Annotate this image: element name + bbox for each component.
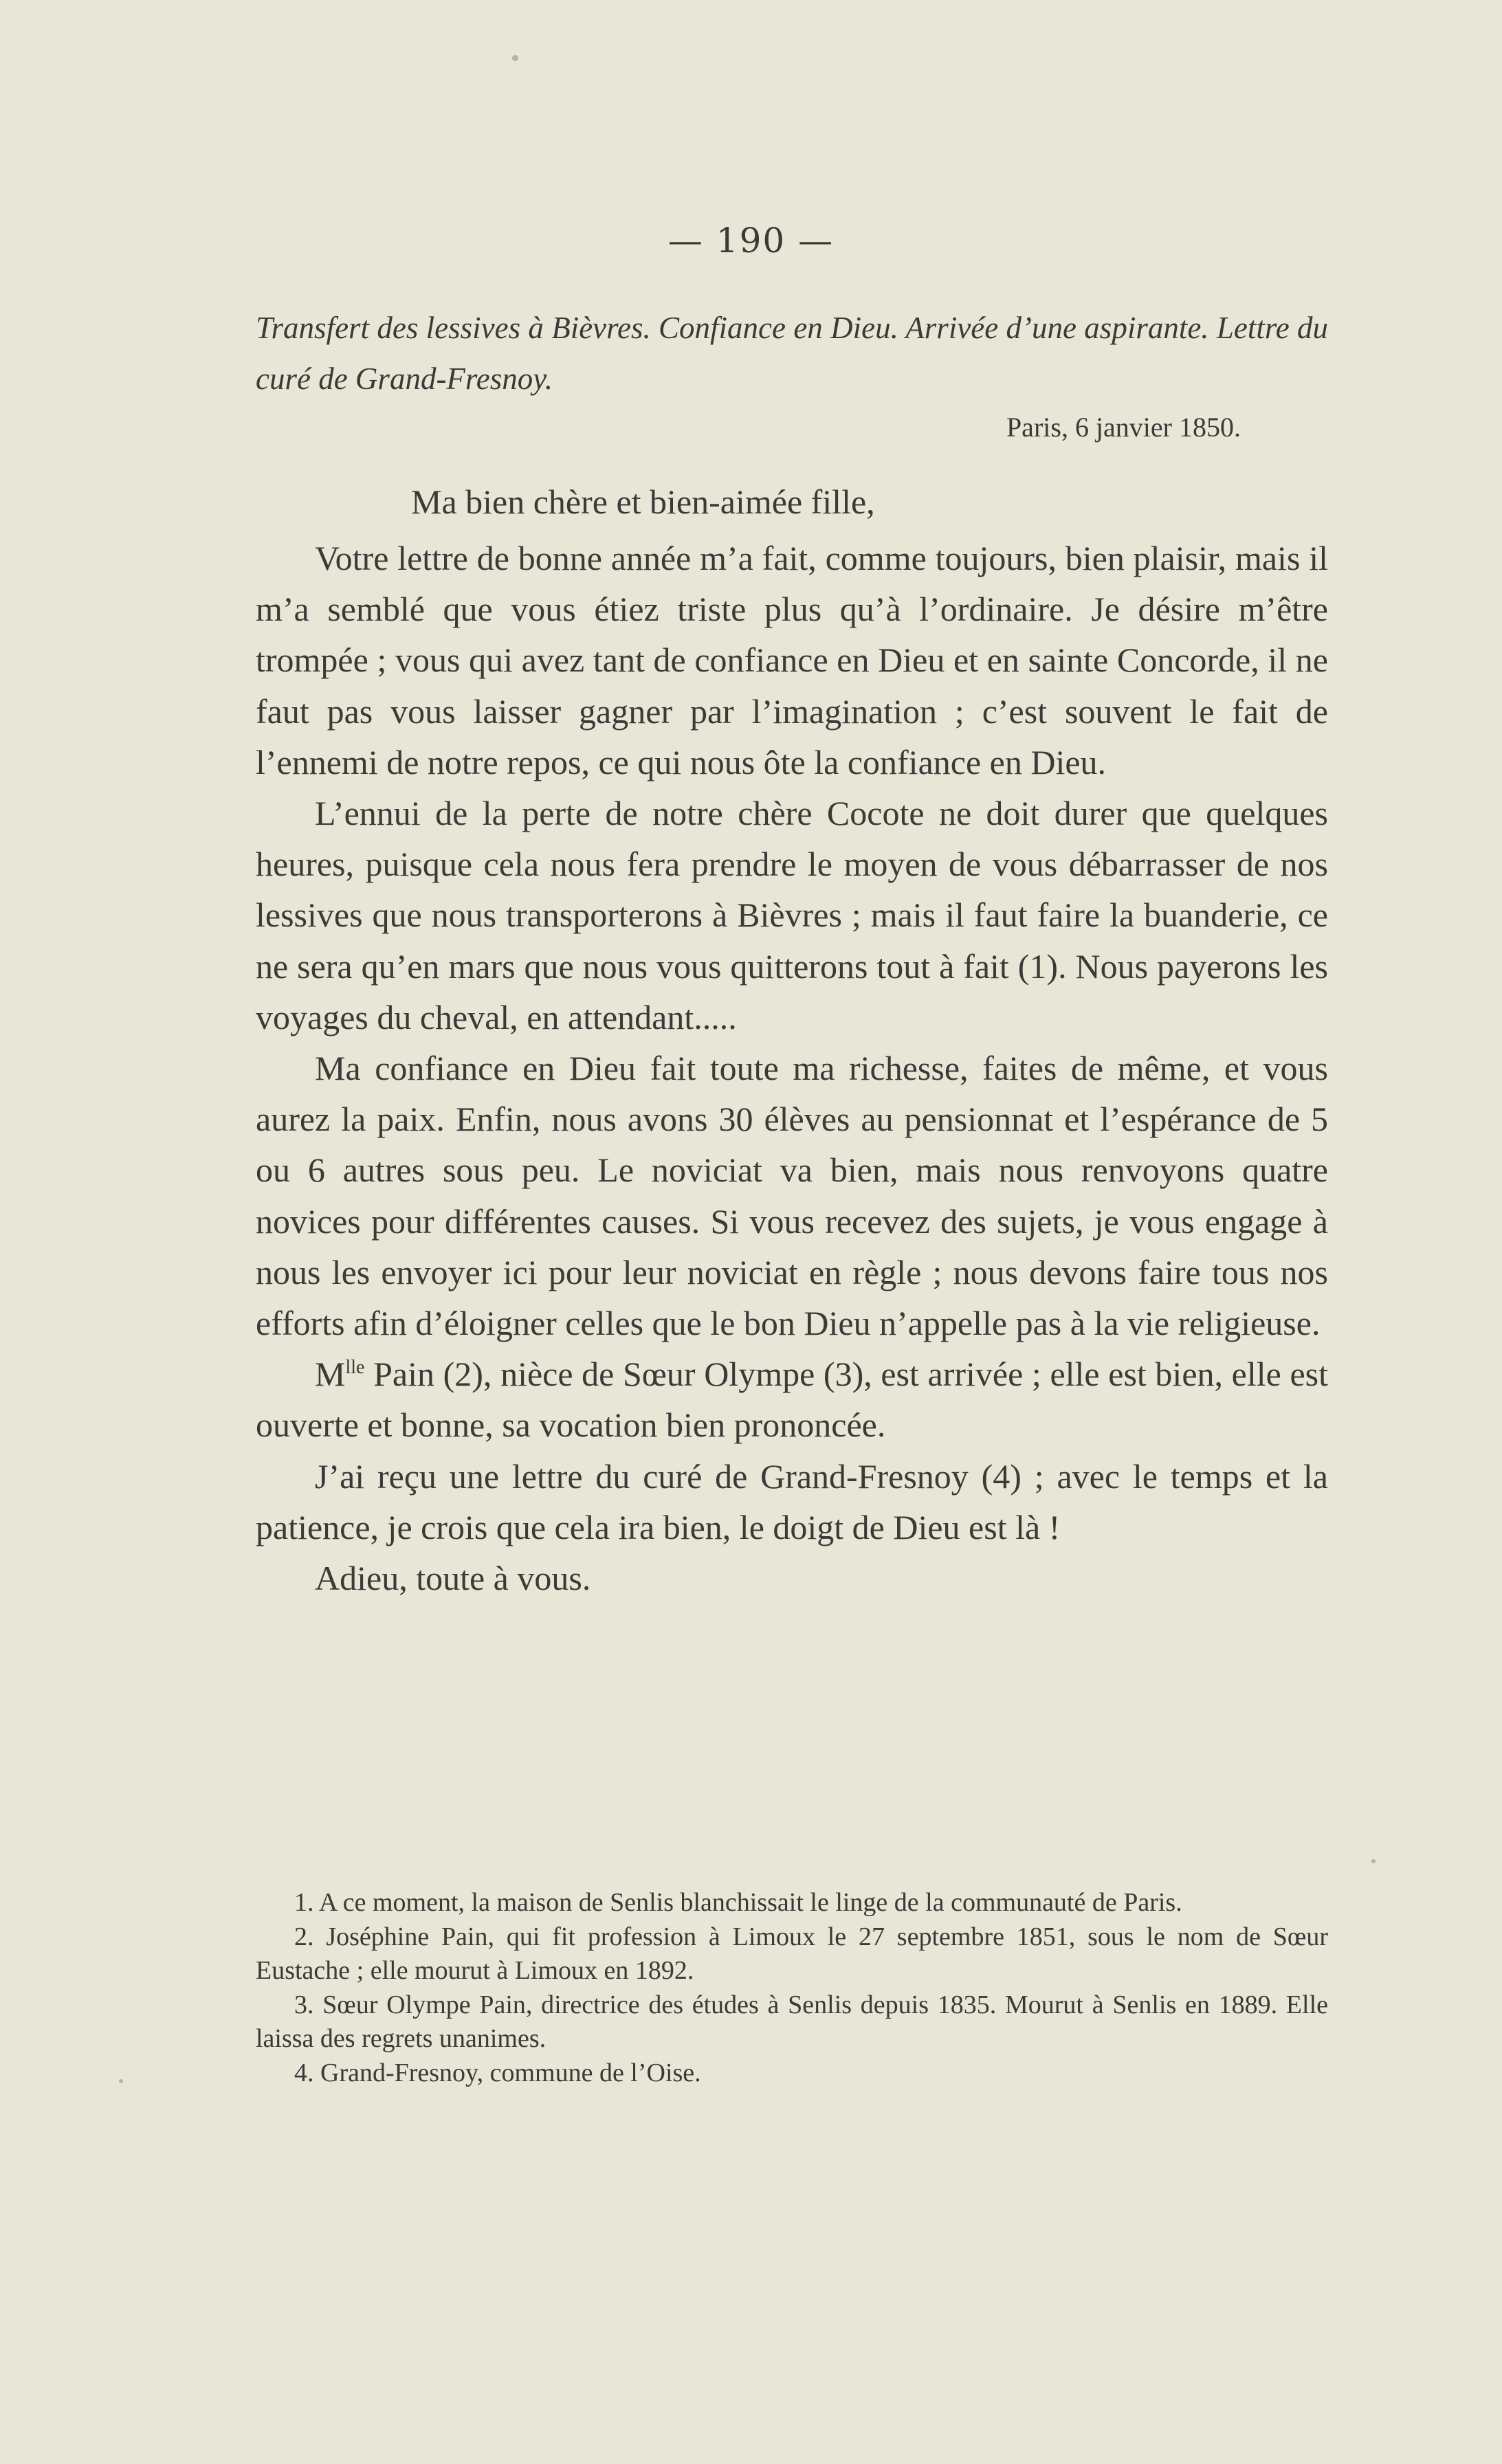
title-superscript: lle bbox=[345, 1357, 365, 1379]
paper-speck bbox=[1371, 1859, 1376, 1863]
footnote: 2. Joséphine Pain, qui fit profession à Limoux le 27 septembre 1851, sous le nom de Sœur Eustache ; elle mourut à Limoux en 1892. bbox=[256, 1922, 1328, 1985]
paragraph-text: Pain (2), nièce de Sœur Olympe (3), est arrivée ; elle est bien, elle est ouverte et bonne, sa vocation bien prononcée. bbox=[256, 1355, 1328, 1445]
title-abbrev: M bbox=[315, 1355, 346, 1394]
closing: Adieu, toute à vous. bbox=[315, 1559, 591, 1598]
paper-speck bbox=[119, 2079, 123, 2083]
paragraph: L’ennui de la perte de notre chère Cocote ne doit durer que quelques heures, puisque cela nous fera prendre le moyen de vous débarrasser de nos lessives que nous transporterons à Bièvres ; mais il faut faire la buanderie, ce ne sera qu’en mars que nous vous quitterons tout à fait (1). Nous payerons les voyages du cheval, en attendant..... bbox=[256, 794, 1328, 1036]
footnote: 1. A ce moment, la maison de Senlis blanchissait le linge de la communauté de Paris. bbox=[294, 1888, 1182, 1917]
paragraph: Ma confiance en Dieu fait toute ma richesse, faites de même, et vous aurez la paix. Enfin, nous avons 30 élèves au pensionnat et l’espérance de 5 ou 6 autres sous peu. Le noviciat va bien, mais nous renvoyons quatre novices pour différentes causes. Si vous recevez des sujets, je vous engage à nous les envoyer ici pour leur noviciat en règle ; nous devons faire tous nos efforts afin d’éloigner celles que le bon Dieu n’appelle pas à la vie religieuse. bbox=[256, 1049, 1328, 1343]
footnotes bbox=[256, 1886, 1328, 2090]
letter-dateline: Paris, 6 janvier 1850. bbox=[1006, 412, 1241, 443]
page-number: — 190 — bbox=[667, 221, 835, 260]
paragraph bbox=[256, 1348, 1328, 1450]
letter-summary: Transfert des lessives à Bièvres. Confiance en Dieu. Arrivée d’une aspirante. Lettre du curé de Grand-Fresnoy. bbox=[256, 311, 1328, 396]
footnote: 3. Sœur Olympe Pain, directrice des études à Senlis depuis 1835. Mourut à Senlis en 1889. Elle laissa des regrets unanimes. bbox=[256, 1990, 1328, 2053]
paragraph: J’ai reçu une lettre du curé de Grand-Fresnoy (4) ; avec le temps et la patience, je crois que cela ira bien, le doigt de Dieu est là ! bbox=[256, 1456, 1328, 1546]
footnote: 4. Grand-Fresnoy, commune de l’Oise. bbox=[294, 2058, 701, 2087]
letter-body bbox=[256, 533, 1328, 1603]
paragraph: Votre lettre de bonne année m’a fait, comme toujours, bien plaisir, mais il m’a semblé que vous étiez triste plus qu’à l’ordinaire. Je désire m’être trompée ; vous qui avez tant de confiance en Dieu et en sainte Concorde, il ne faut pas vous laisser gagner par l’imagination ; c’est souvent le fait de l’ennemi de notre repos, ce qui nous ôte la confiance en Dieu. bbox=[256, 539, 1328, 781]
letter-salutation: Ma bien chère et bien-aimée fille, bbox=[411, 482, 875, 521]
paper-speck bbox=[512, 55, 518, 61]
